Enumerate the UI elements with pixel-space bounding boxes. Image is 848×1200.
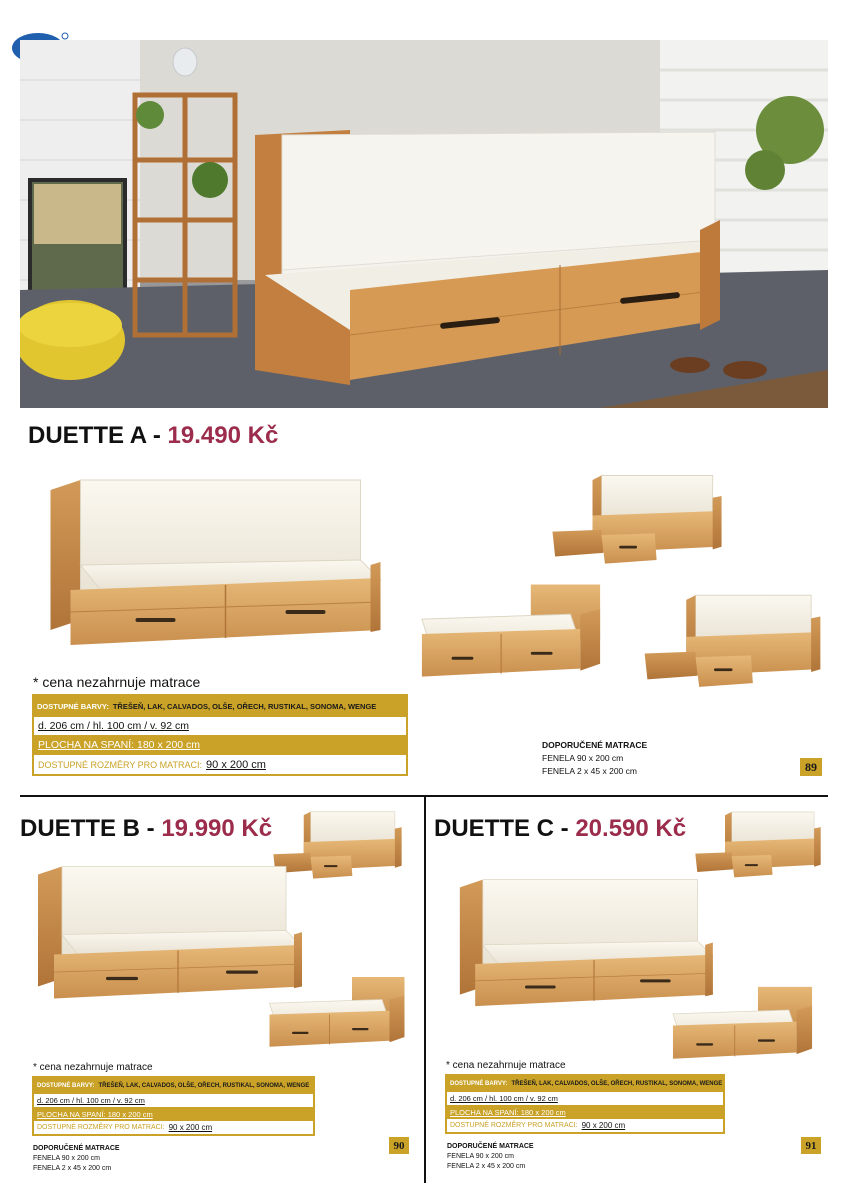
duette-b-colors-row (34, 1078, 313, 1093)
duette-a-sleep-area: PLOCHA NA SPANÍ: 180 x 200 cm (34, 735, 406, 754)
duette-c-photo-1 (692, 808, 824, 882)
duette-c-mattress-sizes (447, 1118, 723, 1132)
duette-a-mattress-sizes-value: 90 x 200 cm (206, 758, 266, 771)
duette-c-title (434, 815, 686, 843)
page-number-91: 91 (801, 1137, 821, 1154)
duette-a-photo-3 (640, 590, 825, 693)
duette-b-photo-2 (262, 972, 412, 1057)
duette-a-photo-main (38, 470, 383, 650)
page-number-90: 90 (389, 1137, 409, 1154)
duette-b-recommended-line2: FENELA 2 x 45 x 200 cm (33, 1165, 112, 1172)
duette-c-mattress-sizes-value: 90 x 200 cm (581, 1121, 626, 1130)
duette-a-note: * cena nezahrnuje matrace (33, 674, 201, 690)
duette-b-colors-label: DOSTUPNÉ BARVY: (37, 1082, 95, 1089)
duette-a-recommended-line2: FENELA 2 x 45 x 200 cm (542, 766, 637, 776)
duette-c-colors-label: DOSTUPNÉ BARVY: (450, 1080, 508, 1087)
duette-a-recommended-title: DOPORUČENÉ MATRACE (542, 740, 648, 750)
duette-a-colors-values: TŘEŠEŇ, LAK, CALVADOS, OLŠE, OŘECH, RUSTIKAL, SONOMA, WENGE (112, 701, 377, 711)
duette-c-photo-2 (665, 983, 820, 1068)
duette-a-mattress-sizes-label: DOSTUPNÉ ROZMĚRY PRO MATRACI: (38, 759, 203, 770)
duette-a-spec-box (32, 694, 408, 776)
duette-b-recommended (33, 1144, 120, 1174)
duette-b-colors-values: TŘEŠEŇ, LAK, CALVADOS, OLŠE, OŘECH, RUSTIKAL, SONOMA, WENGE (98, 1082, 310, 1089)
duette-c-name: DUETTE C - (434, 815, 576, 842)
hero-photo (20, 40, 828, 408)
duette-b-recommended-title: DOPORUČENÉ MATRACE (33, 1145, 120, 1152)
duette-a-colors-label: DOSTUPNÉ BARVY: (37, 701, 109, 711)
duette-a-mattress-sizes (34, 754, 406, 774)
duette-c-price: 20.590 Kč (575, 815, 687, 842)
duette-b-mattress-sizes-label: DOSTUPNÉ ROZMĚRY PRO MATRACI: (37, 1124, 165, 1131)
duette-a-recommended-line1: FENELA 90 x 200 cm (542, 753, 624, 763)
duette-b-dimensions: d. 206 cm / hl. 100 cm / v. 92 cm (34, 1093, 313, 1107)
duette-c-recommended (447, 1142, 534, 1172)
duette-c-recommended-line1: FENELA 90 x 200 cm (447, 1153, 514, 1160)
duette-a-colors-row (34, 696, 406, 716)
duette-a-recommended (542, 739, 647, 778)
duette-a-price: 19.490 Kč (167, 422, 279, 449)
duette-b-title (20, 815, 272, 843)
duette-c-recommended-line2: FENELA 2 x 45 x 200 cm (447, 1163, 526, 1170)
duette-b-name: DUETTE B - (20, 815, 162, 842)
duette-c-recommended-title: DOPORUČENÉ MATRACE (447, 1143, 534, 1150)
vertical-divider (424, 797, 426, 1183)
duette-c-spec-box (445, 1074, 725, 1134)
duette-a-photo-1 (548, 470, 726, 570)
duette-c-colors-values: TŘEŠEŇ, LAK, CALVADOS, OLŠE, OŘECH, RUSTIKAL, SONOMA, WENGE (511, 1080, 723, 1087)
duette-c-note: * cena nezahrnuje matrace (446, 1060, 566, 1071)
duette-b-price: 19.990 Kč (161, 815, 273, 842)
duette-c-mattress-sizes-label: DOSTUPNÉ ROZMĚRY PRO MATRACI: (450, 1122, 578, 1129)
duette-b-note: * cena nezahrnuje matrace (33, 1062, 153, 1073)
duette-c-sleep-area: PLOCHA NA SPANÍ: 180 x 200 cm (447, 1105, 723, 1118)
duette-c-colors-row (447, 1076, 723, 1091)
duette-a-name: DUETTE A - (28, 422, 168, 449)
duette-a-dimensions: d. 206 cm / hl. 100 cm / v. 92 cm (34, 716, 406, 735)
duette-b-sleep-area: PLOCHA NA SPANÍ: 180 x 200 cm (34, 1107, 313, 1120)
duette-b-mattress-sizes-value: 90 x 200 cm (168, 1123, 213, 1132)
duette-b-spec-box (32, 1076, 315, 1136)
duette-c-dimensions: d. 206 cm / hl. 100 cm / v. 92 cm (447, 1091, 723, 1105)
duette-a-title (28, 422, 278, 450)
duette-a-photo-2 (412, 578, 610, 690)
duette-b-recommended-line1: FENELA 90 x 200 cm (33, 1155, 100, 1162)
duette-b-mattress-sizes (34, 1120, 313, 1134)
page-number-89: 89 (800, 758, 822, 776)
